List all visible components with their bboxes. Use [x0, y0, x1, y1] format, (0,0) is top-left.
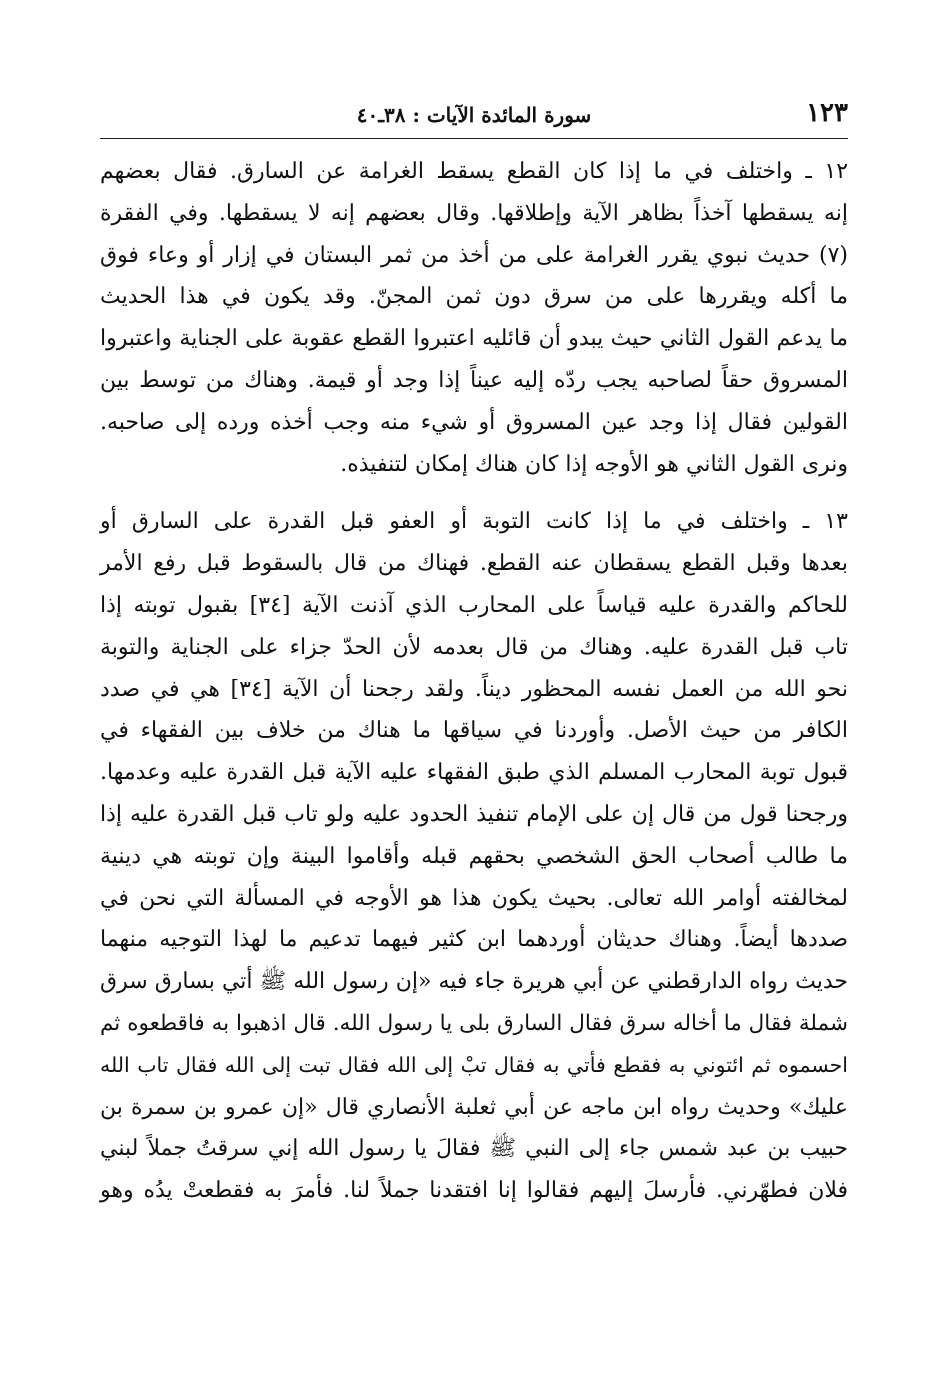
- text-line: حديث رواه الدارقطني عن أبي هريرة جاء فيه «إن رسول الله ﷺ أتي بسارق سرق: [100, 969, 848, 995]
- text-line: ما يدعم القول الثاني حيث يبدو أن قائليه اعتبروا القطع عقوبة على الجناية واعتبروا: [100, 326, 848, 352]
- surah-heading: سورة المائدة الآيات : ٣٨ـ٤٠: [356, 103, 592, 127]
- text-line: ونرى القول الثاني هو الأوجه إذا كان هناك إمكان لتنفيذه.: [340, 451, 848, 477]
- paragraph-12: [100, 151, 848, 485]
- text-line: ما أكله ويقررها على من سرق دون ثمن المجنّ. وقد يكون في هذا الحديث: [100, 284, 848, 310]
- book-page: [100, 90, 848, 1290]
- text-line: لمخالفته أوامر الله تعالى. بحيث يكون هذا هو الأوجه في المسألة التي نحن في: [100, 885, 848, 911]
- paragraph-13: [100, 501, 848, 1212]
- text-line: (٧) حديث نبوي يقرر الغرامة على من أخذ من ثمر البستان في إزار أو وعاء فوق: [100, 242, 848, 268]
- text-line: شملة فقال ما أخاله سرق فقال السارق بلى يا رسول الله. قال اذهبوا به فاقطعوه ثم: [100, 1010, 848, 1036]
- running-header: [100, 90, 848, 139]
- text-line: احسموه ثم ائتوني به فقطع فأتي به فقال تبْ إلى الله فقال تبت إلى الله فقال تاب الله: [100, 1052, 848, 1077]
- text-line: بعدها وقبل القطع يسقطان عنه القطع. فهناك من قال بالسقوط قبل رفع الأمر: [100, 551, 848, 577]
- text-line: قبول توبة المحارب المسلم الذي طبق الفقهاء عليه الآية قبل القدرة عليه وعدمها.: [100, 760, 848, 786]
- text-line: عليك» وحديث رواه ابن ماجه عن أبي ثعلبة الأنصاري قال «إن عمرو بن سمرة بن: [100, 1094, 848, 1120]
- text-line: للحاكم والقدرة عليه قياساً على المحارب الذي آذنت الآية [٣٤] بقبول توبته إذا: [100, 592, 849, 618]
- text-line: المسروق حقاً لصاحبه يجب ردّه إليه عيناً إذا وجد أو قيمة. وهناك من توسط بين: [100, 367, 848, 393]
- text-line: تاب قبل القدرة عليه. وهناك من قال بعدمه لأن الحدّ جزاء على الجناية والتوبة: [100, 634, 848, 660]
- page-number: ١٢٣: [806, 98, 848, 128]
- text-line: فلان فطهّرني. فأرسلَ إليهم فقالوا إنا افتقدنا جملاً لنا. فأمرَ به فقطعتْ يدُه وهو: [100, 1178, 848, 1204]
- text-line: صددها أيضاً. وهناك حديثان أوردهما ابن كثير فيهما تدعيم ما لهذا التوجيه منهما: [100, 927, 848, 953]
- text-line: حبيب بن عبد شمس جاء إلى النبي ﷺ فقالَ يا رسول الله إني سرقتُ جملاً لبني: [100, 1136, 848, 1162]
- text-line: القولين فقال إذا وجد عين المسروق أو شيء منه وجب أخذه ورده إلى صاحبه.: [100, 409, 848, 435]
- text-line: الكافر من حيث الأصل. وأوردنا في سياقها ما هناك من خلاف بين الفقهاء في: [100, 718, 848, 744]
- text-line: ما طالب أصحاب الحق الشخصي بحقهم قبله وأقاموا البينة وإن توبته هي دينية: [100, 843, 848, 869]
- text-line: ١٢ ـ واختلف في ما إذا كان القطع يسقط الغرامة عن السارق. فقال بعضهم: [100, 159, 849, 184]
- text-line: نحو الله من العمل نفسه المحظور ديناً. ولقد رجحنا أن الآية [٣٤] هي في صدد: [100, 676, 849, 702]
- text-line: ورجحنا قول من قال إن على الإمام تنفيذ الحدود عليه ولو تاب قبل القدرة عليه إذا: [100, 801, 848, 827]
- text-line: إنه يسقطها آخذاً بظاهر الآية وإطلاقها. وقال بعضهم إنه لا يسقطها. وفي الفقرة: [100, 200, 848, 226]
- body-text: [100, 151, 848, 1212]
- text-line: ١٣ ـ واختلف في ما إذا كانت التوبة أو العفو قبل القدرة على السارق أو: [100, 509, 848, 535]
